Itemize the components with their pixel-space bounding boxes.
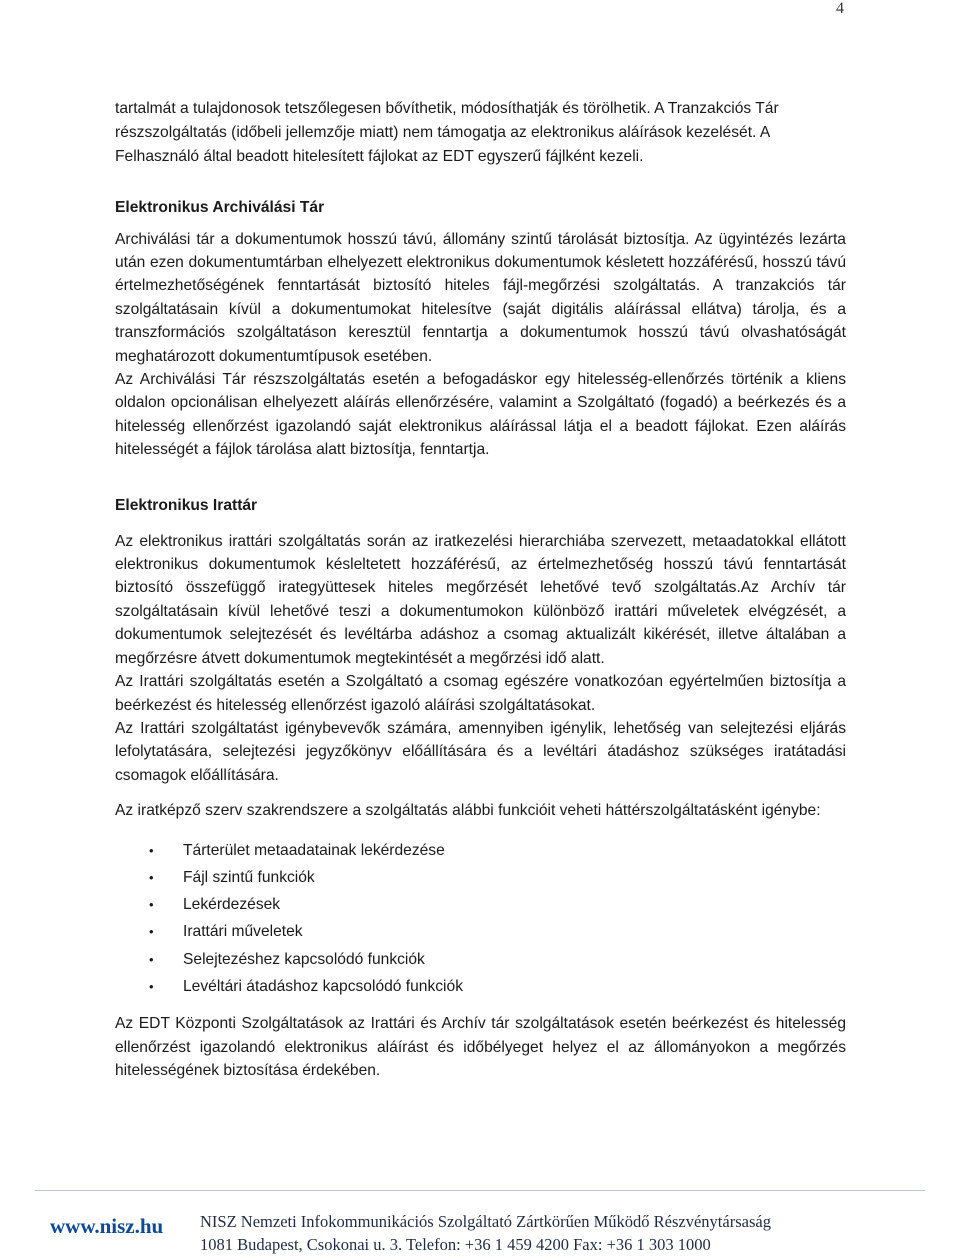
list-item-text: Fájl szintű funkciók <box>183 868 315 886</box>
list-item-text: Irattári műveletek <box>183 923 303 941</box>
footer-website-link[interactable]: www.nisz.hu <box>50 1214 164 1238</box>
bullet-icon: • <box>149 951 154 967</box>
list-item-text: Tárterület metaadatainak lekérdezése <box>183 841 445 859</box>
list-item <box>115 946 846 973</box>
footer-contact-info: 1081 Budapest, Csokonai u. 3. Telefon: +36 1 459 4200 Fax: +36 1 303 1000 <box>200 1235 711 1254</box>
document-body <box>115 97 846 1083</box>
functions-list <box>115 837 846 1001</box>
footer-company-name: NISZ Nemzeti Infokommunikációs Szolgáltató Zártkörűen Működő Részvénytársaság <box>200 1212 771 1231</box>
footer-divider <box>35 1190 925 1191</box>
archive-paragraph-1: Archiválási tár a dokumentumok hosszú távú, állomány szintű tárolását biztosítja. Az ügyintézés lezárta után ezen dokumentumtárban elhelyezett elektronikus dokumentumok késletett hozzáférésű, hosszú távú értelmezhetőségének fenntartását biztosító hiteles fájl-megőrzési szolgáltatás. A tranzakciós tár szolgáltatásain kívül a dokumentumokat hitelesítve (saját digitális aláírással ellátva) tárolja, és a transzformációs szolgáltatáson keresztül fenntartja a dokumentumok hosszú távú olvashatóságát meghatározott dokumentumtípusok esetében. <box>115 230 846 365</box>
records-paragraph-3: Az Irattári szolgáltatást igénybevevők számára, amennyiben igénylik, lehetőség van selejtezési eljárás lefolytatására, selejtezési jegyzőkönyv előállítására és a levéltári átadáshoz szükséges iratátadási csomagok előállítására. <box>115 719 846 784</box>
archive-section-heading: Elektronikus Archiválási Tár <box>115 198 325 216</box>
list-item <box>115 891 846 918</box>
records-paragraph-4: Az iratképző szerv szakrendszere a szolgáltatás alábbi funkcióit veheti háttérszolgáltatásként igénybe: <box>115 802 821 820</box>
bullet-icon: • <box>149 842 154 858</box>
bullet-icon: • <box>149 897 154 913</box>
records-paragraph-5: Az EDT Központi Szolgáltatások az Irattári és Archív tár szolgáltatások esetén beérkezést és hitelesség ellenőrzést igazolandó elektronikus aláírást és időbélyeget helyez el az állományokon a megőrzés hitelességének biztosítása érdekében. <box>115 1015 846 1080</box>
list-item <box>115 837 846 864</box>
list-item <box>115 973 846 1000</box>
archive-paragraph-2: Az Archiválási Tár részszolgáltatás esetén a befogadáskor egy hitelesség-ellenőrzés történik a kliens oldalon opcionálisan elhelyezett aláírás ellenőrzésére, valamint a Szolgáltató (fogadó) a beérkezés és a hitelesség ellenőrzést igazolandó saját elektronikus aláírással látja el a beadott fájlokat. Ezen aláírás hitelességét a fájlok tárolása alatt biztosítja, fenntartja. <box>115 371 846 459</box>
list-item-text: Lekérdezések <box>183 896 281 914</box>
list-item-text: Levéltári átadáshoz kapcsolódó funkciók <box>183 978 463 996</box>
records-section-heading: Elektronikus Irattár <box>115 496 258 514</box>
bullet-icon: • <box>149 924 154 940</box>
intro-paragraph: tartalmát a tulajdonosok tetszőlegesen bővíthetik, módosíthatják és törölhetik. A Tranzakciós Tár részszolgáltatás (időbeli jellemzője miatt) nem támogatja az elektronikus aláírások kezelését. A Felhasználó által beadott hitelesített fájlokat az EDT egyszerű fájlként kezeli. <box>115 100 779 166</box>
page-footer <box>0 1190 960 1260</box>
list-item-text: Selejtezéshez kapcsolódó funkciók <box>183 950 425 968</box>
page-number: 4 <box>836 0 844 17</box>
list-item <box>115 918 846 945</box>
bullet-icon: • <box>149 869 154 885</box>
bullet-icon: • <box>149 979 154 995</box>
records-paragraph-2: Az Irattári szolgáltatás esetén a Szolgáltató a csomag egészére vonatkozóan egyértelműen biztosítja a beérkezést és hitelesség ellenőrzést igazoló aláírási szolgáltatásokat. <box>115 673 846 714</box>
records-paragraph-1: Az elektronikus irattári szolgáltatás során az iratkezelési hierarchiába szervezett, metaadatokkal ellátott elektronikus dokumentumok késleltetett hozzáférésű, az értelmezhetőség hosszú távú fenntartását biztosító összefüggő irategyüttesek hiteles megőrzését lehetővé tevő szolgáltatás.Az Archív tár szolgáltatásain kívül lehetővé teszi a dokumentumokon különböző irattári műveletek elvégzését, a dokumentumok selejtezését és levéltárba adáshoz a csomag aktualizált kikérését, illetve általában a megőrzésre átvett dokumentumok megtekintését a megőrzési idő alatt. <box>115 532 846 667</box>
list-item <box>115 864 846 891</box>
